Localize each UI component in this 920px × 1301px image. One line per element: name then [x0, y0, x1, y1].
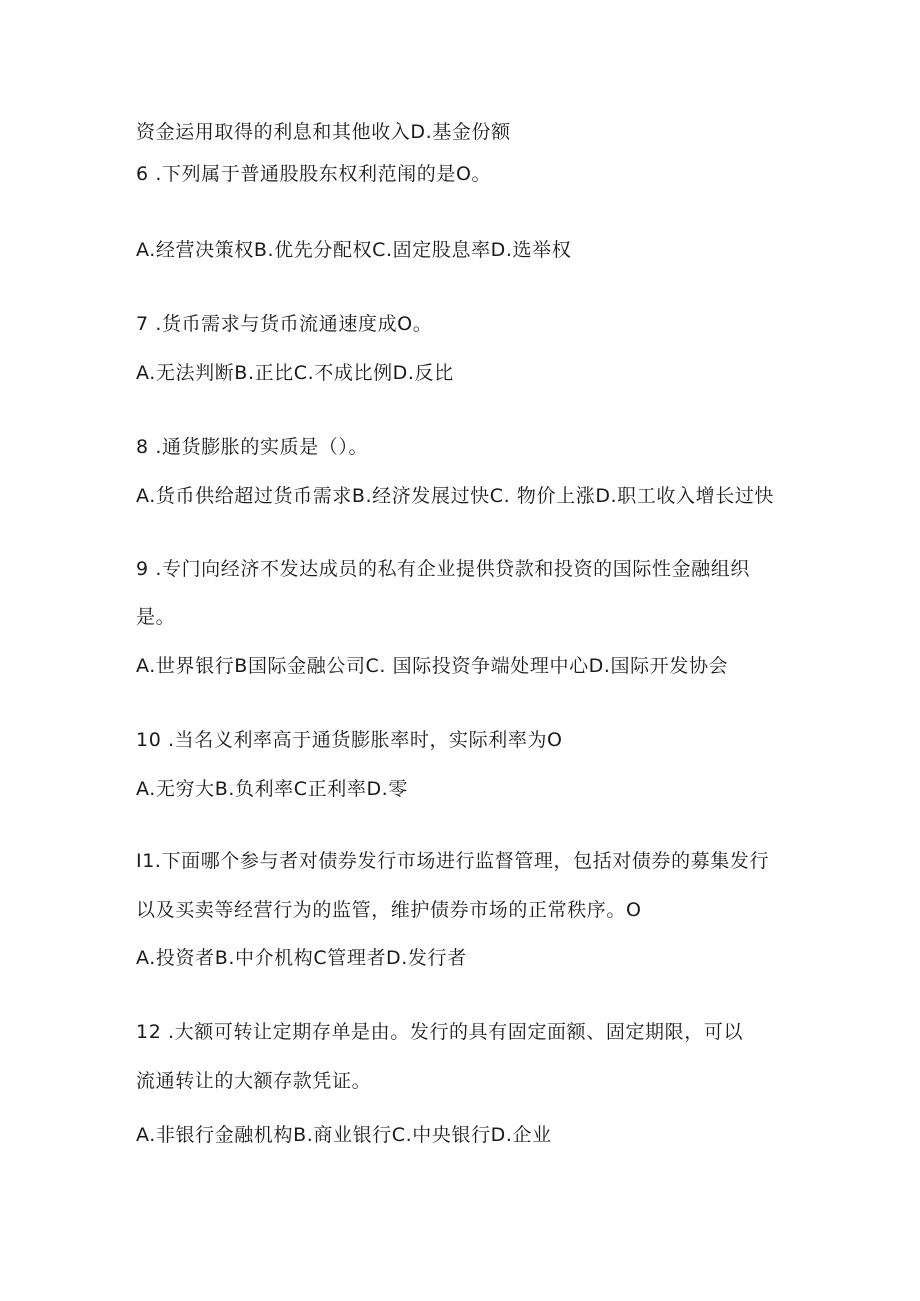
question-9-continued: 是。	[136, 606, 176, 628]
question-9-options: A.世界银行B国际金融公司C. 国际投资争端处理中心D.国际开发协会	[136, 655, 729, 677]
question-10: 10 .当名义利率高于通货膨胀率时，实际利率为O	[136, 729, 563, 751]
question-12: 12 .大额可转让定期存单是由。发行的具有固定面额、固定期限，可以	[136, 1021, 744, 1043]
question-10-options: A.无穷大B.负利率C正利率D.零	[136, 778, 408, 800]
text-line-fund-income: 资金运用取得的利息和其他收入D.基金份额	[136, 121, 511, 143]
question-8: 8 .通货膨胀的实质是（）。	[136, 436, 369, 458]
question-11-continued: 以及买卖等经营行为的监管，维护债券市场的正常秩序。O	[136, 899, 642, 921]
question-6: 6 .下列属于普通股股东权利范闱的是O。	[136, 163, 492, 185]
question-6-options: A.经营决策权B.优先分配权C.固定股息率D.选举权	[136, 239, 572, 261]
question-11: I1.下面哪个参与者对债券发行市场进行监督管理，包括对债券的募集发行	[136, 850, 770, 872]
question-7-options: A.无法判断B.正比C.不成比例D.反比	[136, 362, 454, 384]
question-12-options: A.非银行金融机构B.商业银行C.中央银行D.企业	[136, 1124, 552, 1146]
question-11-options: A.投资者B.中介机构C管理者D.发行者	[136, 947, 467, 969]
question-9: 9 .专门向经济不发达成员的私有企业提供贷款和投资的国际性金融组织	[136, 558, 750, 580]
question-7: 7 .货币需求与货币流通速度成O。	[136, 313, 433, 335]
question-8-options: A.货币供给超过货币需求B.经济发展过快C. 物价上涨D.职工收入增长过快	[136, 485, 774, 507]
question-12-continued: 流通转让的大额存款凭证。	[136, 1070, 372, 1092]
